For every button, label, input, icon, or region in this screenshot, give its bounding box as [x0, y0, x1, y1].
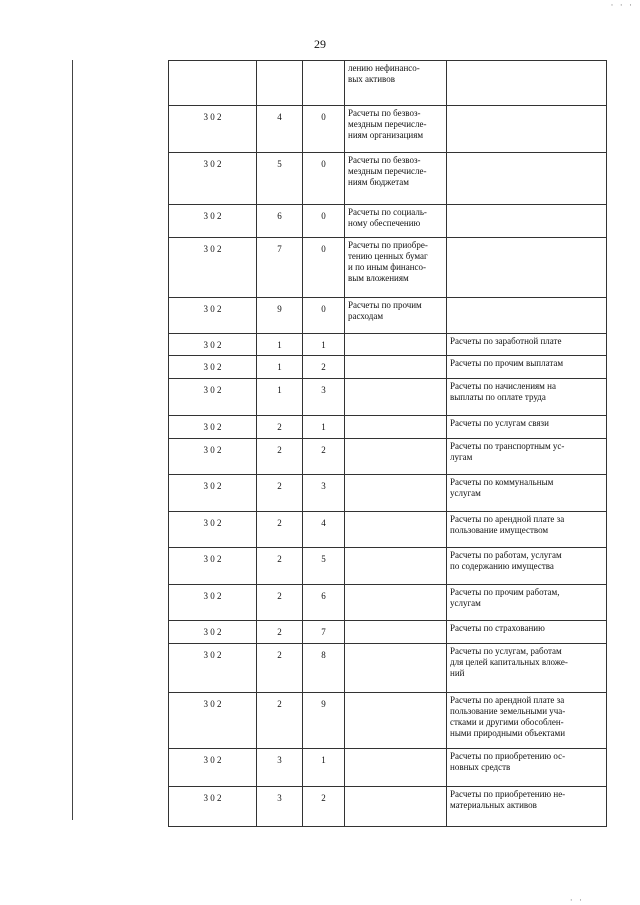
account-cell: 3 0 2: [169, 644, 257, 693]
item-cell: 1: [303, 334, 345, 356]
detail-name-cell: Расчеты по страхованию: [447, 621, 607, 644]
table-row: [169, 379, 607, 416]
account-cell: 3 0 2: [169, 548, 257, 585]
table-row: [169, 238, 607, 298]
subaccount-name-cell: [345, 416, 447, 439]
account-cell: 3 0 2: [169, 439, 257, 475]
item-cell: 1: [303, 416, 345, 439]
detail-name-cell: [447, 61, 607, 106]
item-cell: 8: [303, 644, 345, 693]
group-cell: 7: [257, 238, 303, 298]
subaccount-name-cell: Расчеты по социаль- ному обеспечению: [345, 205, 447, 238]
item-cell: 9: [303, 693, 345, 749]
group-cell: 5: [257, 153, 303, 205]
detail-name-cell: [447, 205, 607, 238]
account-cell: 3 0 2: [169, 153, 257, 205]
table-row: [169, 621, 607, 644]
subaccount-name-cell: [345, 621, 447, 644]
item-cell: 5: [303, 548, 345, 585]
item-cell: 2: [303, 787, 345, 827]
table-row: [169, 693, 607, 749]
subaccount-name-cell: [345, 439, 447, 475]
account-cell: 3 0 2: [169, 205, 257, 238]
account-cell: 3 0 2: [169, 621, 257, 644]
subaccount-name-cell: Расчеты по безвоз- мездным перечисле- ниям бюджетам: [345, 153, 447, 205]
detail-name-cell: [447, 238, 607, 298]
group-cell: 2: [257, 439, 303, 475]
detail-name-cell: Расчеты по начислениям на выплаты по оплате труда: [447, 379, 607, 416]
account-cell: 3 0 2: [169, 298, 257, 334]
group-cell: 2: [257, 693, 303, 749]
group-cell: 2: [257, 512, 303, 548]
detail-name-cell: Расчеты по приобретению не- материальных активов: [447, 787, 607, 827]
group-cell: 2: [257, 644, 303, 693]
group-cell: 2: [257, 621, 303, 644]
group-cell: 2: [257, 585, 303, 621]
detail-name-cell: Расчеты по прочим работам, услугам: [447, 585, 607, 621]
item-cell: 0: [303, 153, 345, 205]
page-number: 29: [314, 37, 326, 51]
subaccount-name-cell: [345, 787, 447, 827]
account-cell: 3 0 2: [169, 334, 257, 356]
subaccount-name-cell: Расчеты по прочим расходам: [345, 298, 447, 334]
item-cell: 2: [303, 439, 345, 475]
account-cell: 3 0 2: [169, 106, 257, 153]
item-cell: 3: [303, 475, 345, 512]
group-cell: 9: [257, 298, 303, 334]
item-cell: 0: [303, 106, 345, 153]
subaccount-name-cell: [345, 334, 447, 356]
detail-name-cell: Расчеты по коммунальным услугам: [447, 475, 607, 512]
item-cell: 3: [303, 379, 345, 416]
detail-name-cell: [447, 106, 607, 153]
detail-name-cell: Расчеты по работам, услугам по содержанию имущества: [447, 548, 607, 585]
account-cell: 3 0 2: [169, 379, 257, 416]
account-cell: 3 0 2: [169, 585, 257, 621]
margin-line: [72, 60, 73, 820]
scan-mark-top: · · ·: [610, 0, 634, 10]
detail-name-cell: Расчеты по прочим выплатам: [447, 356, 607, 379]
account-cell: 3 0 2: [169, 475, 257, 512]
table-row: [169, 512, 607, 548]
table-row: [169, 356, 607, 379]
accounts-table-body: [169, 61, 607, 827]
group-cell: 6: [257, 205, 303, 238]
table-row: [169, 585, 607, 621]
account-cell: 3 0 2: [169, 416, 257, 439]
detail-name-cell: Расчеты по услугам связи: [447, 416, 607, 439]
table-row: [169, 644, 607, 693]
scan-mark-bottom: · ·: [569, 895, 584, 905]
group-cell: 1: [257, 379, 303, 416]
detail-name-cell: Расчеты по транспортным ус- лугам: [447, 439, 607, 475]
table-row: [169, 475, 607, 512]
account-cell: 3 0 2: [169, 749, 257, 787]
group-cell: 2: [257, 548, 303, 585]
table-row: [169, 205, 607, 238]
item-cell: 6: [303, 585, 345, 621]
group-cell: 1: [257, 356, 303, 379]
account-cell: 3 0 2: [169, 356, 257, 379]
item-cell: 0: [303, 238, 345, 298]
item-cell: 0: [303, 298, 345, 334]
item-cell: [303, 61, 345, 106]
table-row: [169, 153, 607, 205]
table-row: [169, 416, 607, 439]
subaccount-name-cell: [345, 548, 447, 585]
table-row: [169, 61, 607, 106]
group-cell: 3: [257, 787, 303, 827]
table-row: [169, 749, 607, 787]
subaccount-name-cell: [345, 644, 447, 693]
table-row: [169, 106, 607, 153]
detail-name-cell: [447, 153, 607, 205]
detail-name-cell: Расчеты по заработной плате: [447, 334, 607, 356]
subaccount-name-cell: [345, 693, 447, 749]
group-cell: 4: [257, 106, 303, 153]
account-cell: 3 0 2: [169, 238, 257, 298]
group-cell: [257, 61, 303, 106]
item-cell: 0: [303, 205, 345, 238]
account-cell: 3 0 2: [169, 693, 257, 749]
detail-name-cell: Расчеты по арендной плате за пользование имуществом: [447, 512, 607, 548]
table-row: [169, 298, 607, 334]
item-cell: 7: [303, 621, 345, 644]
account-cell: [169, 61, 257, 106]
group-cell: 2: [257, 416, 303, 439]
table-row: [169, 787, 607, 827]
subaccount-name-cell: Расчеты по безвоз- мездным перечисле- ниям организациям: [345, 106, 447, 153]
group-cell: 3: [257, 749, 303, 787]
account-cell: 3 0 2: [169, 787, 257, 827]
subaccount-name-cell: [345, 379, 447, 416]
detail-name-cell: Расчеты по арендной плате за пользование земельными уча- стками и другими обособлен- ными природными объектами: [447, 693, 607, 749]
account-cell: 3 0 2: [169, 512, 257, 548]
accounts-table: [168, 60, 607, 827]
detail-name-cell: Расчеты по услугам, работам для целей капитальных вложе- ний: [447, 644, 607, 693]
table-row: [169, 439, 607, 475]
detail-name-cell: Расчеты по приобретению ос- новных средств: [447, 749, 607, 787]
table-row: [169, 334, 607, 356]
subaccount-name-cell: [345, 749, 447, 787]
item-cell: 2: [303, 356, 345, 379]
subaccount-name-cell: [345, 356, 447, 379]
subaccount-name-cell: [345, 475, 447, 512]
item-cell: 1: [303, 749, 345, 787]
item-cell: 4: [303, 512, 345, 548]
detail-name-cell: [447, 298, 607, 334]
subaccount-name-cell: лению нефинансо- вых активов: [345, 61, 447, 106]
subaccount-name-cell: Расчеты по приобре- тению ценных бумаг и по иным финансо- вым вложениям: [345, 238, 447, 298]
table-row: [169, 548, 607, 585]
group-cell: 2: [257, 475, 303, 512]
subaccount-name-cell: [345, 585, 447, 621]
subaccount-name-cell: [345, 512, 447, 548]
group-cell: 1: [257, 334, 303, 356]
